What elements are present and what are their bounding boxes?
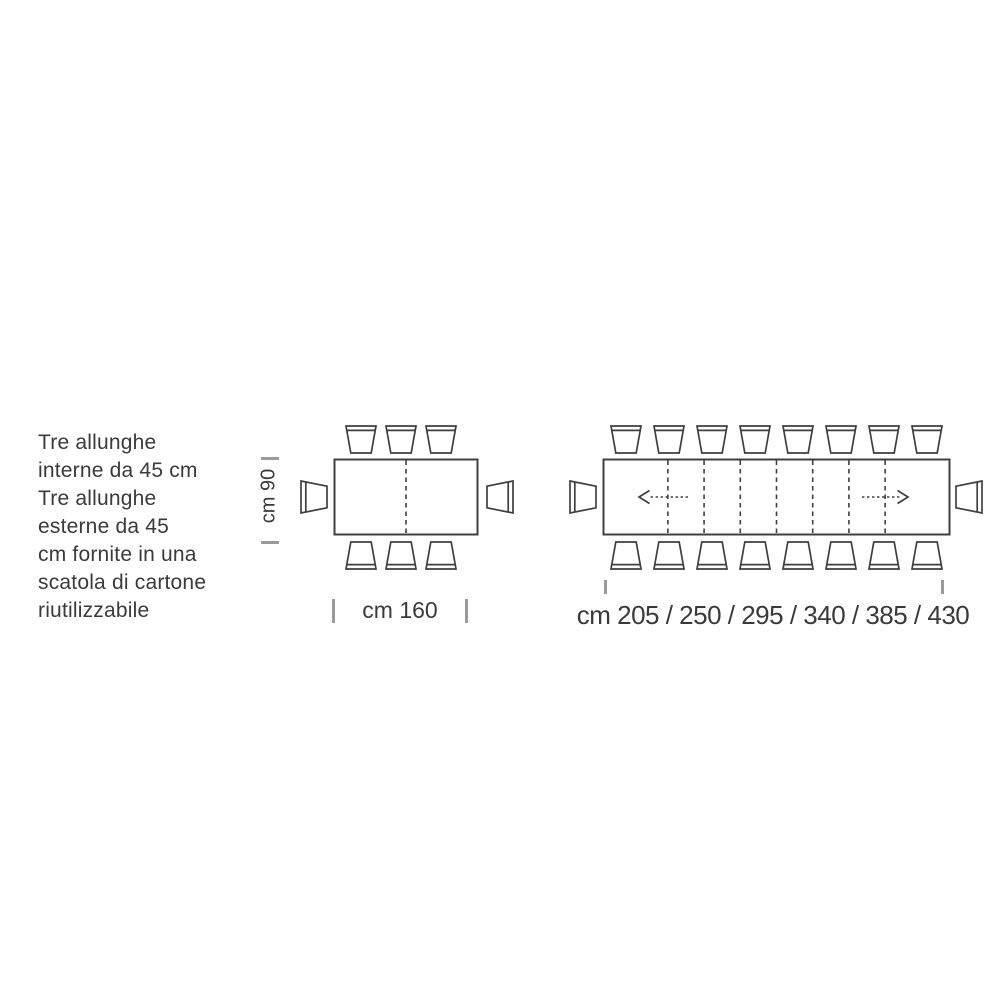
chair-bottom: [385, 541, 417, 570]
chair-top: [345, 425, 377, 454]
extension-lengths-label: cm 205 / 250 / 295 / 340 / 385 / 430: [576, 600, 970, 630]
extended-table-top-view: [602, 458, 952, 537]
chair-right: [486, 480, 514, 514]
chair-bottom: [911, 541, 943, 570]
chair-top: [425, 425, 457, 454]
chair-bottom: [825, 541, 857, 570]
dimension-tick: [941, 580, 944, 594]
chair-top: [825, 425, 857, 454]
note-line: riutilizzabile: [38, 599, 150, 622]
product-note: [38, 429, 206, 625]
chair-right: [955, 480, 983, 514]
chair-bottom: [653, 541, 685, 570]
chair-top: [911, 425, 943, 454]
chair-top: [610, 425, 642, 454]
chair-top: [739, 425, 771, 454]
closed-table-top-view: [333, 458, 479, 537]
chair-top: [868, 425, 900, 454]
note-line: esterne da 45: [38, 515, 170, 538]
chair-bottom: [868, 541, 900, 570]
chair-top: [653, 425, 685, 454]
depth-dimension-label: cm 90: [257, 468, 280, 524]
note-line: cm fornite in una: [38, 543, 197, 566]
dimension-tick: [261, 457, 279, 460]
dimension-tick: [261, 541, 279, 544]
note-line: Tre allunghe: [38, 487, 157, 510]
chair-top: [782, 425, 814, 454]
chair-left: [300, 480, 328, 514]
note-line: scatola di cartone: [38, 571, 207, 594]
chair-top: [385, 425, 417, 454]
chair-bottom: [345, 541, 377, 570]
width-dimension-label: cm 160: [362, 597, 438, 623]
note-line: interne da 45 cm: [38, 459, 198, 482]
chair-bottom: [782, 541, 814, 570]
chair-bottom: [696, 541, 728, 570]
chair-bottom: [739, 541, 771, 570]
chair-left: [569, 480, 597, 514]
chair-bottom: [425, 541, 457, 570]
note-line: Tre allunghe: [38, 431, 157, 454]
chair-bottom: [610, 541, 642, 570]
dimension-tick: [465, 599, 468, 623]
dimension-tick: [332, 599, 335, 623]
dimension-tick: [604, 580, 607, 594]
chair-top: [696, 425, 728, 454]
